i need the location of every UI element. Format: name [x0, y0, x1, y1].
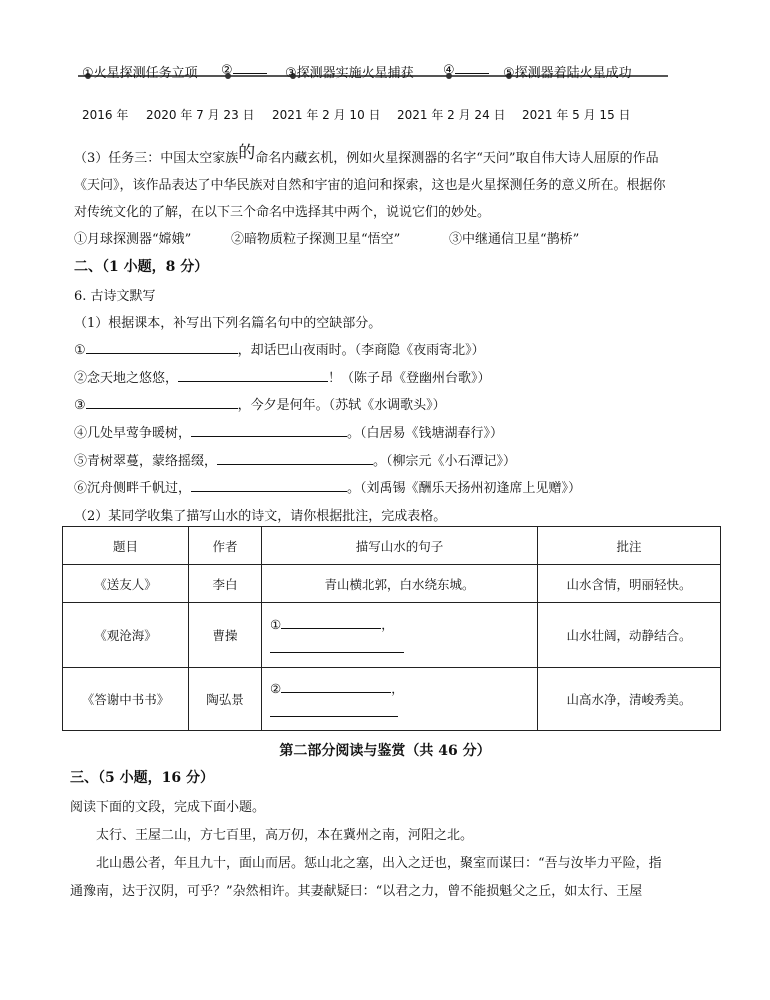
- table-cell: 青山横北郭，白水绕东城。: [262, 565, 538, 603]
- table-cell: 山高水净，清峻秀美。: [538, 668, 721, 731]
- table-cell: ① ，: [262, 603, 538, 668]
- task3-line: （3）任务三：中国太空家族的命名内藏玄机，例如火星探测器的名字“天问”取自伟大诗人屈原的作品: [74, 143, 659, 166]
- timeline-step: ④: [443, 62, 489, 78]
- passage-paragraph: 太行、王屋二山，方七百里，高万仞，本在冀州之南，河阳之北。: [96, 828, 474, 843]
- timeline-step: ②: [221, 62, 267, 78]
- task3-line: 对传统文化的了解，在以下三个命名中选择其中两个，说说它们的妙处。: [74, 205, 491, 220]
- task3-line: 《天问》，该作品表达了中华民族对自然和宇宙的追问和探索，这也是火星探测任务的意义所在。根据你: [74, 178, 666, 193]
- recitation-item: ⑤青树翠蔓，蒙络摇缀， 。（柳宗元《小石潭记》）: [74, 454, 517, 469]
- recitation-item: ④几处早莺争暖树， 。（白居易《钱塘湖春行》）: [74, 426, 504, 441]
- timeline-date: 2021 年 5 月 15 日: [522, 108, 631, 122]
- table-cell: 《送友人》: [63, 565, 189, 603]
- poetry-table: [62, 526, 721, 731]
- table-cell: 《答谢中书书》: [63, 668, 189, 731]
- timeline-date: 2021 年 2 月 24 日: [397, 108, 506, 122]
- recitation-item: ②念天地之悠悠， ！（陈子昂《登幽州台歌》）: [74, 371, 491, 386]
- task3-option: ①月球探测器“嫦娥”: [74, 232, 192, 247]
- timeline-date: 2021 年 2 月 10 日: [272, 108, 381, 122]
- part-heading: 第二部分阅读与鉴赏（共 46 分）: [279, 743, 491, 759]
- timeline-date: 2020 年 7 月 23 日: [146, 108, 255, 122]
- timeline-step: ③探测器实施火星捕获: [285, 66, 414, 81]
- table-header: 批注: [538, 527, 721, 565]
- table-cell: 山水壮阔，动静结合。: [538, 603, 721, 668]
- table-cell: 陶弘景: [189, 668, 262, 731]
- table-header-row: [63, 527, 721, 565]
- question-title: 6. 古诗文默写: [74, 289, 156, 304]
- reading-instruction: 阅读下面的文段，完成下面小题。: [70, 800, 266, 815]
- table-header: 描写山水的句子: [262, 527, 538, 565]
- recitation-item: ③ ，今夕是何年。（苏轼《水调歌头》）: [74, 398, 446, 413]
- table-cell: 山水含情，明丽轻快。: [538, 565, 721, 603]
- passage-paragraph: 通豫南，达于汉阴，可乎？”杂然相许。其妻献疑曰：“以君之力，曾不能损魁父之丘，如太行、王屋: [70, 884, 643, 899]
- recitation-item: ① ，却话巴山夜雨时。（李商隐《夜雨寄北》）: [74, 343, 485, 358]
- table-cell: 《观沧海》: [63, 603, 189, 668]
- table-row: [63, 565, 721, 603]
- timeline-step: ⑤探测器着陆火星成功: [503, 66, 632, 81]
- table-cell: 曹操: [189, 603, 262, 668]
- table-cell: 李白: [189, 565, 262, 603]
- section-heading: 二、（1 小题，8 分）: [74, 259, 209, 275]
- passage-paragraph: 北山愚公者，年且九十，面山而居。惩山北之塞，出入之迂也，聚室而谋曰：“吾与汝毕力平险，指: [96, 856, 662, 871]
- task3-option: ②暗物质粒子探测卫星“悟空”: [231, 232, 401, 247]
- recitation-item: ⑥沉舟侧畔千帆过， 。（刘禹锡《酬乐天扬州初逢席上见赠》）: [74, 481, 582, 496]
- table-header: 作者: [189, 527, 262, 565]
- section-heading: 三、（5 小题，16 分）: [70, 770, 214, 786]
- table-cell: ② ，: [262, 668, 538, 731]
- timeline-date: 2016 年: [82, 108, 129, 122]
- table-row: [63, 603, 721, 668]
- timeline-step: ①火星探测任务立项: [82, 66, 198, 81]
- task3-option: ③中继通信卫星“鹊桥”: [449, 232, 580, 247]
- question-instruction: （1）根据课本，补写出下列名篇名句中的空缺部分。: [74, 316, 382, 331]
- question-instruction: （2）某同学收集了描写山水的诗文，请你根据批注，完成表格。: [74, 509, 447, 524]
- table-header: 题目: [63, 527, 189, 565]
- table-row: [63, 668, 721, 731]
